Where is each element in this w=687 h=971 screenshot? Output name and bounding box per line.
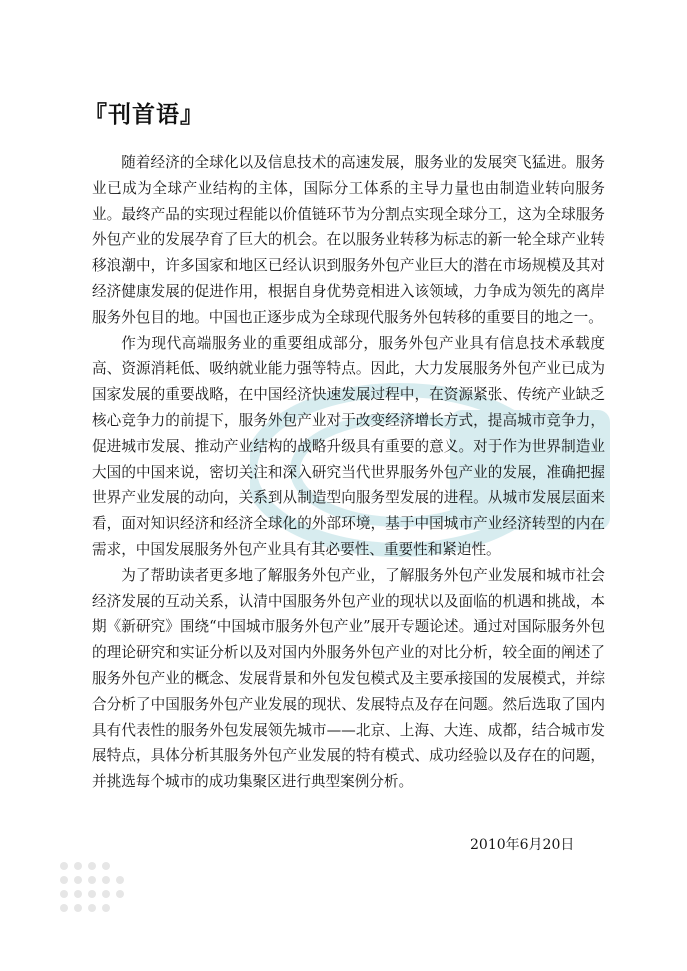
page-title: 『刊首语』	[84, 101, 204, 128]
decorative-dot-pattern	[56, 858, 136, 918]
paragraph-2: 作为现代高端服务业的重要组成部分，服务外包产业具有信息技术承载度高、资源消耗低、吸纳就业能力强等特点。因此，大力发展服务外包产业已成为国家发展的重要战略，在中国经济快速发展过程中，在资源紧张、传统产业缺乏核心竞争力的前提下，服务外包产业对于改变经济增长方式，提高城市竞争力，促进城市发展、推动产业结构的战略升级具有重要的意义。对于作为世界制造业大国的中国来说，密切关注和深入研究当代世界服务外包产业的发展，准确把握世界产业发展的动向，关系到从制造型向服务型发展的进程。从城市发展层面来看，面对知识经济和经济全球化的外部环境，基于中国城市产业经济转型的内在需求，中国发展服务外包产业具有其必要性、重要性和紧迫性。	[92, 334, 605, 558]
paragraph-3: 为了帮助读者更多地了解服务外包产业，了解服务外包产业发展和城市社会经济发展的互动关系，认清中国服务外包产业的现状以及面临的机遇和挑战，本期《新研究》围绕“中国城市服务外包产业”展开专题论述。通过对国际服务外包的理论研究和实证分析以及对国内外服务外包产业的对比分析，较全面的阐述了服务外包产业的概念、发展背景和外包发包模式及主要承接国的发展模式，并综合分析了中国服务外包产业发展的现状、发展特点及存在问题。然后选取了国内具有代表性的服务外包发展领先城市——北京、上海、大连、成都，结合城市发展特点，具体分析其服务外包产业发展的特有模式、成功经验以及存在的问题，并挑选每个城市的成功集聚区进行典型案例分析。	[92, 566, 605, 791]
article-body	[92, 150, 605, 795]
paragraph-1: 随着经济的全球化以及信息技术的高速发展，服务业的发展突飞猛进。服务业已成为全球产业结构的主体，国际分工体系的主导力量也由制造业转向服务业。最终产品的实现过程能以价值链环节为分割点实现全球分工，这为全球服务外包产业的发展孕育了巨大的机会。在以服务业转移为标志的新一轮全球产业转移浪潮中，许多国家和地区已经认识到服务外包产业巨大的潜在市场规模及其对经济健康发展的促进作用，根据自身优势竞相进入该领域，力争成为领先的离岸服务外包目的地。中国也正逐步成为全球现代服务外包转移的重要目的地之一。	[92, 154, 605, 326]
publication-date: 2010年6月20日	[470, 837, 575, 853]
